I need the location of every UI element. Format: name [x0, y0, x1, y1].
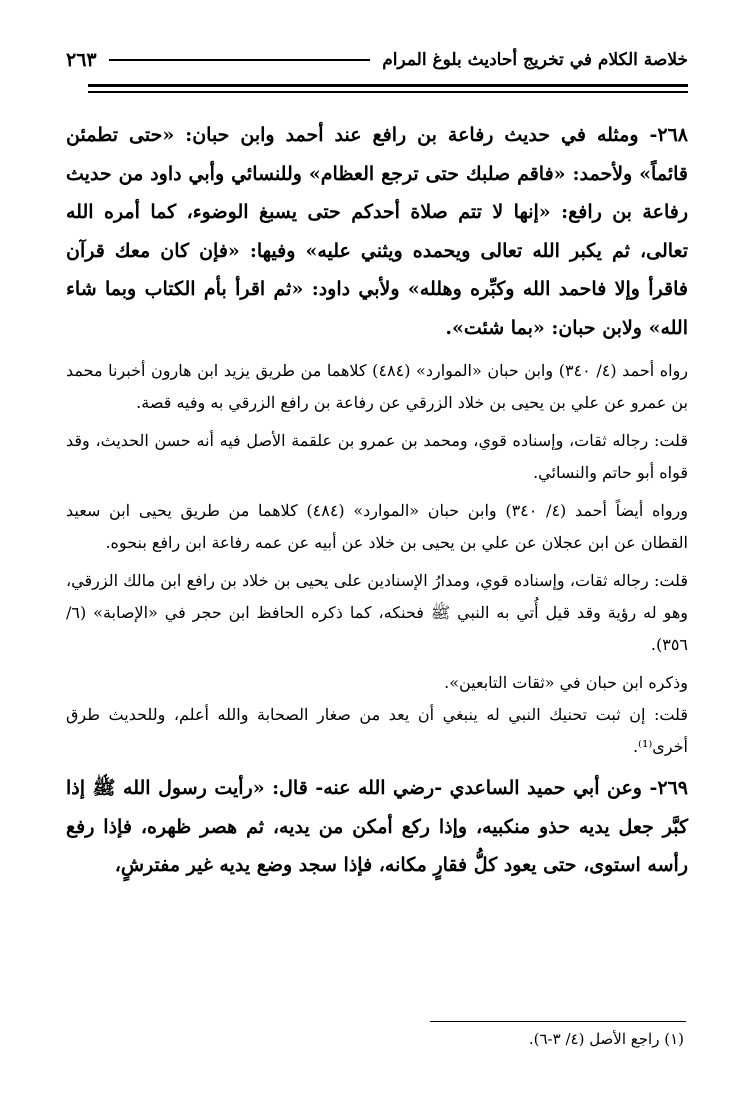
grading-paragraph: قلت: رجاله ثقات، وإسناده قوي، ومدارُ الإسنادين على يحيى بن خلاد بن رافع ابن مالك الزرقي، وهو له رؤية وقد قيل أُتي به النبي ﷺ فحنكه، كما ذكره الحافظ ابن حجر في «الإصابة» (٦/ ٣٥٦).	[66, 571, 688, 654]
header-rule	[109, 59, 371, 61]
page-number: ٢٦٣	[66, 49, 97, 71]
footnote: (١) راجع الأصل (٤/ ٣-٦).	[528, 1030, 684, 1048]
header-double-rule	[88, 84, 688, 93]
note-paragraph: قلت: إن ثبت تحنيك النبي له ينبغي أن يعد من صغار الصحابة والله أعلم، وللحديث طرق أخرى⁽¹⁾.	[66, 705, 689, 756]
grading-paragraph: قلت: رجاله ثقات، وإسناده قوي، ومحمد بن عمرو بن علقمة الأصل فيه أنه حسن الحديث، وقد قواه أبو حاتم والنسائي.	[66, 431, 688, 482]
running-title: خلاصة الكلام في تخريج أحاديث بلوغ المرام	[382, 50, 688, 70]
hadith-268: ٢٦٨- ومثله في حديث رفاعة بن رافع عند أحمد وابن حبان: «حتى تطمئن قائماً» ولأحمد: «فاقم صلبك حتى ترجع العظام» وللنسائي وأبي داود من حديث رفاعة بن رافع: «إنها لا تتم صلاة أحدكم حتى يسبغ الوضوء، كما أمره الله تعالى، ثم يكبر الله تعالى ويحمده ويثني عليه» وفيها: «فإن كان معك قرآن فاقرأ وإلا فاحمد الله وكبِّره وهلله» ولأبي داود: «ثم اقرأ بأم الكتاب وبما شاء الله» ولابن حبان: «بما شئت».	[66, 124, 688, 339]
takhrij-paragraph: رواه أحمد (٤/ ٣٤٠) وابن حبان «الموارد» (٤٨٤) كلاهما من طريق يزيد ابن هارون أخبرنا محمد بن عمرو عن علي بن يحيى بن خلاد الزرقي عن رفاعة بن رافع الزرقي به وفيه قصة.	[66, 361, 689, 412]
takhrij-paragraph: ورواه أيضاً أحمد (٤/ ٣٤٠) وابن حبان «الموارد» (٤٨٤) كلاهما من طريق يحيى ابن سعيد القطان عن ابن عجلان عن علي بن يحيى بن خلاد عن أبيه عن عمه رفاعة ابن رافع بنحوه.	[66, 501, 689, 552]
footnote-rule	[430, 1021, 686, 1022]
page-body	[66, 116, 688, 893]
page-header	[66, 46, 688, 74]
hadith-269: ٢٦٩- وعن أبي حميد الساعدي -رضي الله عنه- قال: «رأيت رسول الله ﷺ إذا كبَّر جعل يديه حذو منكبيه، وإذا ركع أمكن من يديه، ثم هصر ظهره، فإذا رفع رأسه استوى، حتى يعود كلُّ فقارٍ مكانه، فإذا سجد وضع يديه غير مفترشٍ،	[66, 777, 688, 876]
note-paragraph: وذكره ابن حبان في «ثقات التابعين».	[444, 673, 688, 692]
